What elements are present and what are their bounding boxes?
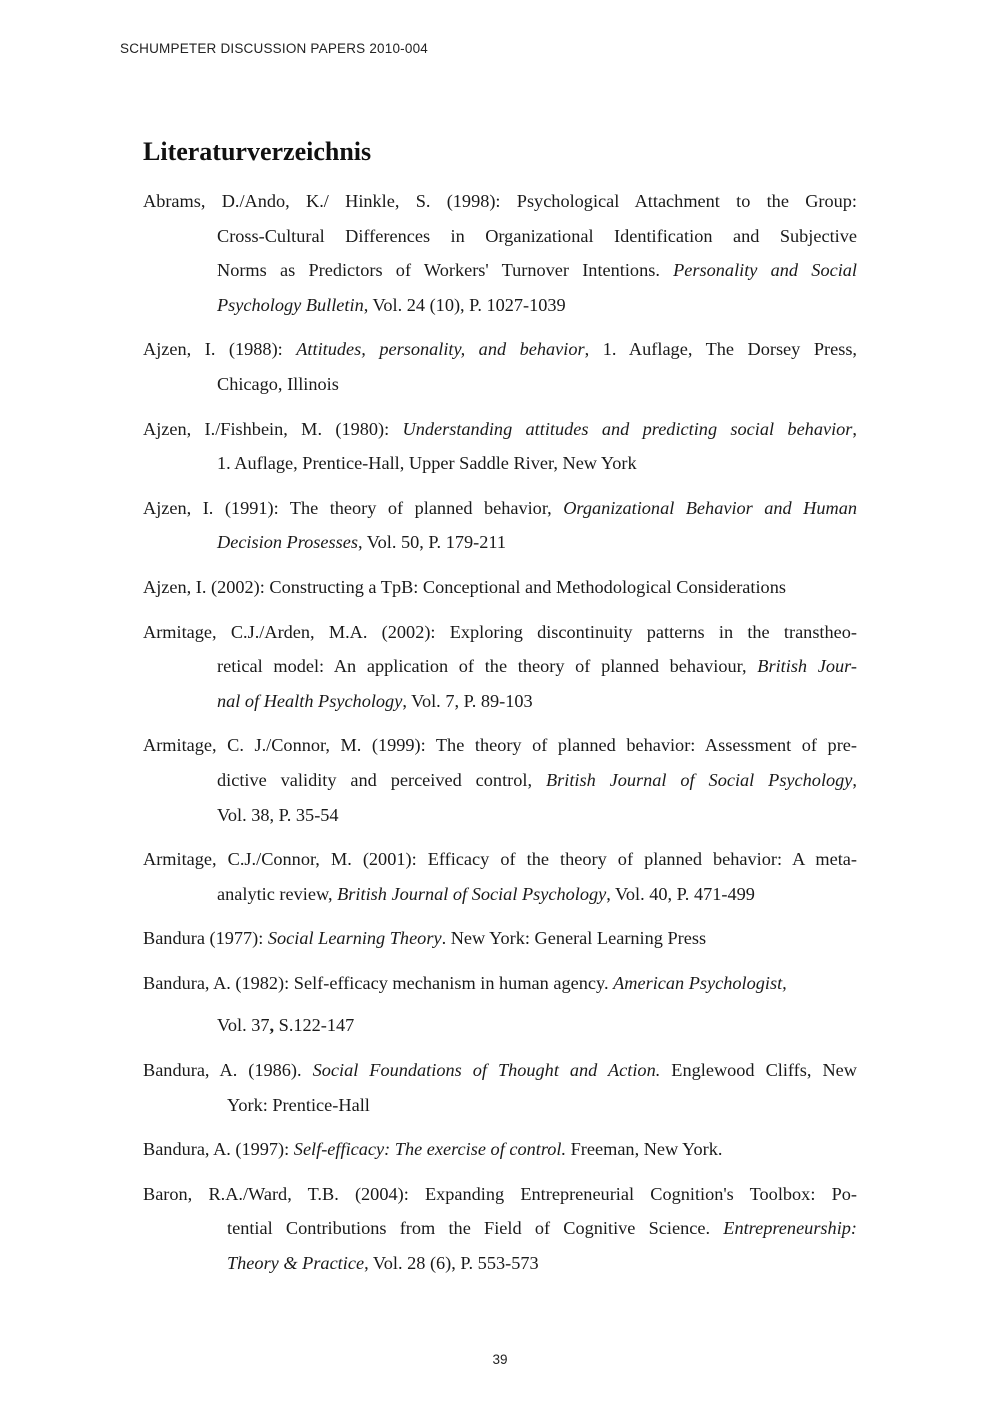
reference-line: Cross-Cultural Differences in Organizational Identification and Subjective xyxy=(217,225,857,246)
reference-line: Ajzen, I./Fishbein, M. (1980): Understanding attitudes and predicting social behavior, xyxy=(143,418,857,439)
reference-line: analytic review, British Journal of Social Psychology, Vol. 40, P. 471-499 xyxy=(217,883,755,904)
reference-line: Baron, R.A./Ward, T.B. (2004): Expanding Entrepreneurial Cognition's Toolbox: Po- xyxy=(143,1183,857,1204)
reference-line: dictive validity and perceived control, British Journal of Social Psychology, xyxy=(217,769,857,790)
reference-line: Ajzen, I. (1991): The theory of planned behavior, Organizational Behavior and Human xyxy=(143,497,857,518)
reference-line: Vol. 38, P. 35-54 xyxy=(217,804,339,825)
reference-entry xyxy=(143,491,857,560)
reference-entry xyxy=(143,184,857,322)
reference-line: Decision Prosesses, Vol. 50, P. 179-211 xyxy=(217,532,506,553)
reference-line: nal of Health Psychology, Vol. 7, P. 89-103 xyxy=(217,690,533,711)
reference-line: Norms as Predictors of Workers' Turnover Intentions. Personality and Social xyxy=(217,260,857,281)
reference-line: Armitage, C. J./Connor, M. (1999): The theory of planned behavior: Assessment of pre- xyxy=(143,735,857,756)
reference-line: Chicago, Illinois xyxy=(217,373,339,394)
reference-entry xyxy=(143,1177,857,1281)
reference-entry xyxy=(143,332,857,401)
reference-line: Bandura, A. (1982): Self-efficacy mechanism in human agency. American Psychologist, xyxy=(143,972,787,993)
reference-entry xyxy=(143,921,857,956)
reference-line: Armitage, C.J./Arden, M.A. (2002): Exploring discontinuity patterns in the transtheo- xyxy=(143,621,857,642)
section-title: Literaturverzeichnis xyxy=(143,137,372,166)
reference-line: Ajzen, I. (2002): Constructing a TpB: Conceptional and Methodological Considerations xyxy=(143,576,786,597)
running-header: SCHUMPETER DISCUSSION PAPERS 2010-004 xyxy=(120,41,428,56)
reference-entry xyxy=(143,570,857,605)
reference-line: retical model: An application of the theory of planned behaviour, British Jour- xyxy=(217,656,858,677)
reference-line: Psychology Bulletin, Vol. 24 (10), P. 1027-1039 xyxy=(217,294,566,315)
reference-line: tential Contributions from the Field of Cognitive Science. Entrepreneurship: xyxy=(227,1218,857,1239)
reference-entry xyxy=(143,1053,857,1122)
reference-list xyxy=(143,184,857,1291)
reference-line: 1. Auflage, Prentice-Hall, Upper Saddle River, New York xyxy=(217,453,637,474)
reference-entry xyxy=(143,842,857,911)
reference-line: Bandura, A. (1997): Self-efficacy: The exercise of control. Freeman, New York. xyxy=(143,1139,723,1160)
reference-entry xyxy=(143,966,857,1043)
reference-line: Abrams, D./Ando, K./ Hinkle, S. (1998): Psychological Attachment to the Group: xyxy=(143,191,857,211)
reference-line: Bandura, A. (1986). Social Foundations of Thought and Action. Englewood Cliffs, New xyxy=(143,1060,857,1081)
reference-line: York: Prentice-Hall xyxy=(227,1094,370,1115)
reference-line: Vol. 37, S.122-147 xyxy=(217,1015,355,1036)
reference-line: Armitage, C.J./Connor, M. (2001): Efficacy of the theory of planned behavior: A meta- xyxy=(143,849,857,870)
page-number: 39 xyxy=(492,1352,508,1367)
reference-entry xyxy=(143,615,857,719)
reference-entry xyxy=(143,1132,857,1167)
reference-line: Ajzen, I. (1988): Attitudes, personality, and behavior, 1. Auflage, The Dorsey Press, xyxy=(143,339,858,360)
reference-entry xyxy=(143,728,857,832)
reference-line: Bandura (1977): Social Learning Theory. New York: General Learning Press xyxy=(143,928,707,949)
reference-line: Theory & Practice, Vol. 28 (6), P. 553-573 xyxy=(227,1253,539,1274)
reference-entry xyxy=(143,412,857,481)
